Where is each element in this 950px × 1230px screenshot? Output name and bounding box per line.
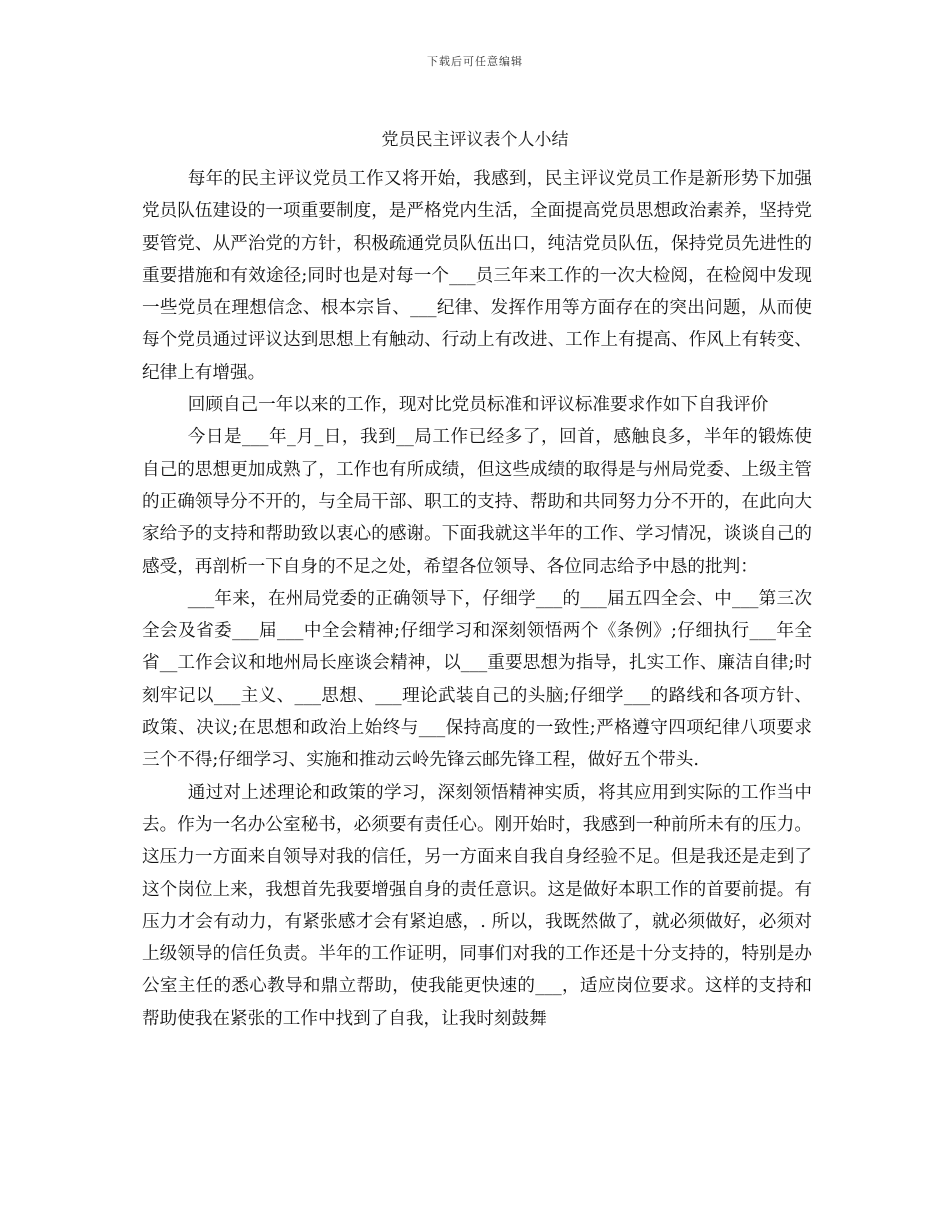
document-body (142, 163, 812, 1035)
paragraph-today: 今日是___年_月_日，我到__局工作已经多了，回首，感触良多，半年的锻炼使自己的思想更加成熟了，工作也有所成绩，但这些成绩的取得是与州局党委、上级主管的正确领导分不开的，与全局干部、职工的支持、帮助和共同努力分不开的，在此向大家给予的支持和帮助致以衷心的感谢。下面我就这半年的工作、学习情况，谈谈自己的感受，再剖析一下自身的不足之处，希望各位领导、各位同志给予中恳的批判： (142, 427, 812, 577)
paragraph-intro: 每年的民主评议党员工作又将开始，我感到，民主评议党员工作是新形势下加强党员队伍建设的一项重要制度，是严格党内生活，全面提高党员思想政治素养，坚持党要管党、从严治党的方针，积极疏通党员队伍出口，纯洁党员队伍，保持党员先进性的重要措施和有效途径;同时也是对每一个___员三年来工作的一次大检阅，在检阅中发现一些党员在理想信念、根本宗旨、___纪律、发挥作用等方面存在的突出问题，从而使每个党员通过评议达到思想上有触动、行动上有改进、工作上有提高、作风上有转变、纪律上有增强。 (142, 169, 812, 383)
paragraph-work: 通过对上述理论和政策的学习，深刻领悟精神实质，将其应用到实际的工作当中去。作为一名办公室秘书，必须要有责任心。刚开始时，我感到一种前所未有的压力。这压力一方面来自领导对我的信任，另一方面来自我自身经验不足。但是我还是走到了这个岗位上来，我想首先我要增强自身的责任意识。这是做好本职工作的首要前提。有压力才会有动力，有紧张感才会有紧迫感，. 所以，我既然做了，就必须做好，必须对上级领导的信任负责。半年的工作证明，同事们对我的工作还是十分支持的，特别是办公室主任的悉心教导和鼎立帮助，使我能更快速的___，适应岗位要求。这样的支持和帮助使我在紧张的工作中找到了自我，让我时刻鼓舞 (142, 782, 812, 1029)
document-title: 党员民主评议表个人小结 (381, 130, 569, 150)
paragraph-review: 回顾自己一年以来的工作，现对比党员标准和评议标准要求作如下自我评价 (187, 395, 769, 416)
header-note: 下载后可任意编辑 (427, 55, 523, 68)
paragraph-study: ___年来，在州局党委的正确领导下，仔细学___的___届五四全会、中___第三次全会及省委___届___中全会精神;仔细学习和深刻领悟两个《条例》;仔细执行___年全省__工作会议和地州局长座谈会精神，以___重要思想为指导，扎实工作、廉洁自律;时刻牢记以___主义、___思想、___理论武装自己的头脑;仔细学___的路线和各项方针、政策、决议;在思想和政治上始终与___保持高度的一致性;严格遵守四项纪律八项要求三个不得;仔细学习、实施和推动云岭先锋云邮先锋工程，做好五个带头. (142, 588, 812, 771)
